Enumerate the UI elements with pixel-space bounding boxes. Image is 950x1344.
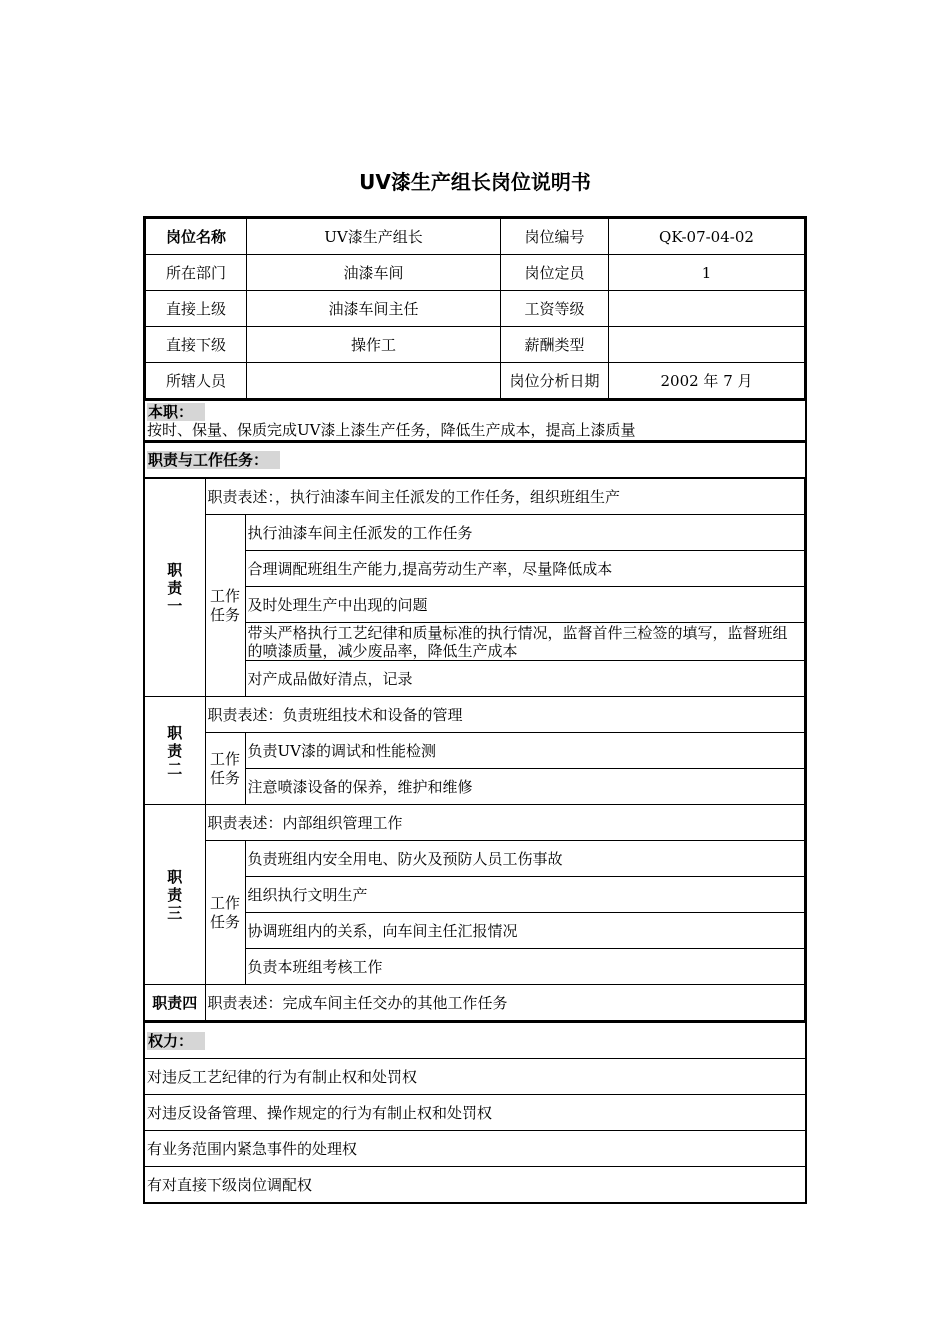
mission-label: 本职： — [147, 403, 205, 421]
power-item: 有业务范围内紧急事件的处理权 — [145, 1131, 805, 1167]
info-value: QK-07-04-02 — [609, 219, 805, 255]
duty-description: 职责表述：负责班组技术和设备的管理 — [205, 697, 805, 733]
duty-row — [145, 805, 805, 841]
task-item: 协调班组内的关系，向车间主任汇报情况 — [245, 913, 805, 949]
task-label — [205, 841, 245, 985]
mission-section — [145, 399, 805, 441]
duty-row — [145, 479, 805, 515]
task-item: 组织执行文明生产 — [245, 877, 805, 913]
task-item: 合理调配班组生产能力,提高劳动生产率，尽量降低成本 — [245, 551, 805, 587]
info-label: 岗位分析日期 — [501, 363, 609, 399]
task-label — [205, 515, 245, 697]
duties-header-section — [145, 441, 805, 478]
info-value — [609, 291, 805, 327]
info-value: 操作工 — [247, 327, 501, 363]
info-value: UV漆生产组长 — [247, 219, 501, 255]
duties-header: 职责与工作任务： — [147, 451, 280, 469]
duty-label-text: 职责一 — [167, 560, 183, 615]
info-label: 岗位定员 — [501, 255, 609, 291]
info-row — [146, 219, 805, 255]
job-description-table — [143, 216, 807, 1204]
duty-label: 职责四 — [145, 985, 205, 1021]
page-title: UV漆生产组长岗位说明书 — [359, 170, 591, 194]
duty-description: 职责表述：，执行油漆车间主任派发的工作任务，组织班组生产 — [205, 479, 805, 515]
task-label-text: 工作任务 — [209, 893, 240, 931]
info-value — [609, 327, 805, 363]
duty-row — [145, 697, 805, 733]
task-item: 负责班组内安全用电、防火及预防人员工伤事故 — [245, 841, 805, 877]
info-label: 岗位名称 — [146, 219, 247, 255]
duties-table — [145, 478, 805, 1021]
power-label: 权力： — [147, 1032, 205, 1050]
task-item: 对产成品做好清点，记录 — [245, 661, 805, 697]
task-item: 负责UV漆的调试和性能检测 — [245, 733, 805, 769]
task-item: 执行油漆车间主任派发的工作任务 — [245, 515, 805, 551]
info-label: 岗位编号 — [501, 219, 609, 255]
task-item: 带头严格执行工艺纪律和质量标准的执行情况，监督首件三检签的填写，监督班组的喷漆质量，减少废品率，降低生产成本 — [245, 623, 805, 661]
task-label-text: 工作任务 — [209, 749, 240, 787]
info-value: 2002 年 7 月 — [609, 363, 805, 399]
task-label-text: 工作任务 — [209, 586, 240, 624]
info-label: 工资等级 — [501, 291, 609, 327]
task-row — [145, 841, 805, 877]
duty-label-text: 职责三 — [167, 867, 183, 922]
duty-description: 职责表述：完成车间主任交办的其他工作任务 — [205, 985, 805, 1021]
info-label: 直接上级 — [146, 291, 247, 327]
power-item: 对违反设备管理、操作规定的行为有制止权和处罚权 — [145, 1095, 805, 1131]
info-value: 油漆车间 — [247, 255, 501, 291]
info-row — [146, 363, 805, 399]
power-item: 对违反工艺纪律的行为有制止权和处罚权 — [145, 1059, 805, 1095]
info-value — [247, 363, 501, 399]
task-item: 及时处理生产中出现的问题 — [245, 587, 805, 623]
info-label: 所辖人员 — [146, 363, 247, 399]
info-value: 油漆车间主任 — [247, 291, 501, 327]
info-row — [146, 255, 805, 291]
info-value: 1 — [609, 255, 805, 291]
info-table — [145, 218, 805, 399]
info-label: 直接下级 — [146, 327, 247, 363]
task-item: 负责本班组考核工作 — [245, 949, 805, 985]
duty-label — [145, 805, 205, 985]
info-label: 所在部门 — [146, 255, 247, 291]
task-row — [145, 733, 805, 769]
power-item: 有对直接下级岗位调配权 — [145, 1167, 805, 1203]
info-label: 薪酬类型 — [501, 327, 609, 363]
info-row — [146, 291, 805, 327]
task-item: 注意喷漆设备的保养，维护和维修 — [245, 769, 805, 805]
duty-label — [145, 479, 205, 697]
duty-row — [145, 985, 805, 1021]
power-section — [145, 1021, 805, 1202]
duty-label — [145, 697, 205, 805]
duty-description: 职责表述：内部组织管理工作 — [205, 805, 805, 841]
duty-label-text: 职责二 — [167, 723, 183, 778]
mission-text: 按时、保量、保质完成UV漆上漆生产任务，降低生产成本，提高上漆质量 — [147, 420, 636, 439]
task-label — [205, 733, 245, 805]
info-row — [146, 327, 805, 363]
task-row — [145, 515, 805, 551]
